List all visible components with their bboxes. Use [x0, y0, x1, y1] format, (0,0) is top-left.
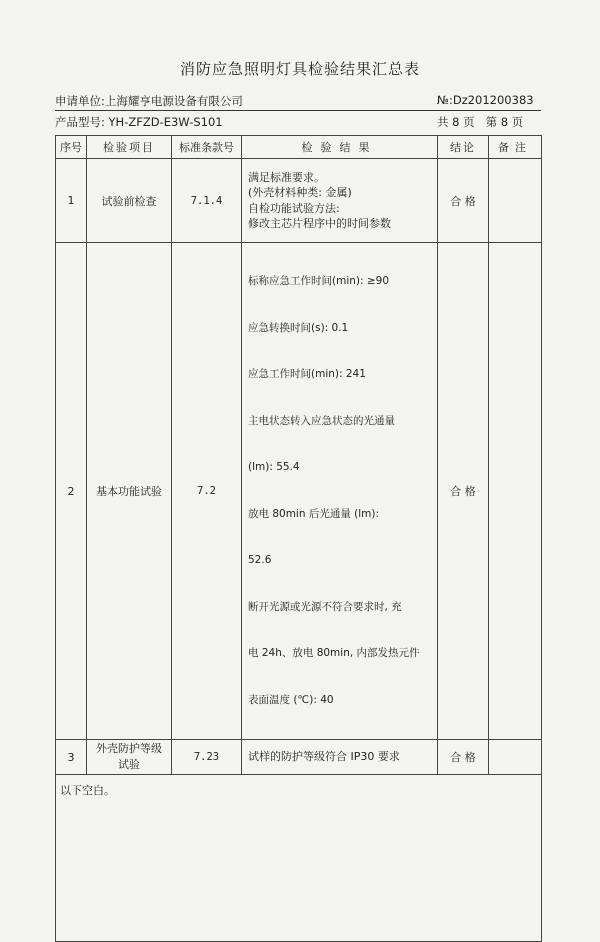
row-conclusion: 合 格 — [438, 243, 489, 740]
footer-row — [56, 775, 542, 942]
result-line: 电 24h、放电 80min, 内部发热元件 — [248, 647, 420, 659]
col-header-remark: 备注 — [489, 136, 542, 159]
result-line: 应急转换时间(s): 0.1 — [248, 321, 349, 334]
row-clause: 7.1.4 — [172, 159, 242, 243]
result-line: (lm): 55.4 — [248, 461, 300, 473]
report-title: 消防应急照明灯具检验结果汇总表 — [179, 60, 420, 78]
row-clause: 7.23 — [172, 740, 242, 775]
result-line: (外壳材料种类: 金属) — [248, 186, 352, 199]
row-number: 3 — [56, 740, 87, 775]
table-row — [56, 159, 542, 243]
result-line: 应急工作时间(min): 241 — [248, 368, 366, 380]
col-header-item: 检验项目 — [87, 136, 172, 159]
table-row — [56, 243, 542, 740]
row-remark — [489, 740, 542, 775]
result-line: 放电 80min 后光通量 (lm): — [248, 507, 380, 520]
table-header-row — [56, 136, 542, 159]
results-table — [55, 135, 542, 942]
row-number: 1 — [56, 159, 87, 243]
row-result — [242, 159, 438, 243]
row-item — [87, 740, 172, 775]
page-count: 共 8 页 第 8 页 — [437, 115, 524, 129]
row-conclusion: 合 格 — [438, 740, 489, 775]
row-clause: 7.2 — [172, 243, 242, 740]
divider — [55, 110, 541, 111]
result-line: 自检功能试验方法: — [248, 201, 340, 215]
row-item-line: 试验 — [118, 758, 140, 771]
result-line: 52.6 — [248, 554, 272, 566]
row-number: 2 — [56, 243, 87, 740]
col-header-result: 检验结果 — [242, 136, 438, 159]
report-number: №:Dz201200383 — [437, 93, 534, 107]
row-item-line: 外壳防护等级 — [96, 742, 162, 755]
col-header-no: 序号 — [56, 136, 87, 159]
table-row — [56, 740, 542, 775]
result-line: 试样的防护等级符合 IP30 要求 — [248, 750, 400, 764]
result-line: 断开光源或光源不符合要求时, 充 — [248, 600, 402, 613]
row-result — [242, 740, 438, 775]
row-remark — [489, 159, 542, 243]
result-line: 满足标准要求。 — [248, 170, 325, 184]
row-item: 基本功能试验 — [87, 243, 172, 740]
col-header-conclusion: 结论 — [438, 136, 489, 159]
applicant-label: 申请单位:上海耀亨电源设备有限公司 — [55, 94, 243, 108]
row-result — [242, 243, 438, 740]
col-header-clause: 标准条款号 — [172, 136, 242, 159]
result-line: 主电状态转入应急状态的光通量 — [248, 414, 395, 427]
row-conclusion: 合 格 — [438, 159, 489, 243]
result-line: 修改主芯片程序中的时间参数 — [248, 217, 391, 230]
product-model: 产品型号: YH-ZFZD-E3W-S101 — [55, 115, 223, 129]
row-remark — [489, 243, 542, 740]
result-line: 表面温度 (℃): 40 — [248, 693, 334, 706]
result-line: 标称应急工作时间(min): ≥90 — [248, 275, 390, 287]
footer-note: 以下空白。 — [56, 775, 542, 942]
row-item: 试验前检查 — [87, 159, 172, 243]
